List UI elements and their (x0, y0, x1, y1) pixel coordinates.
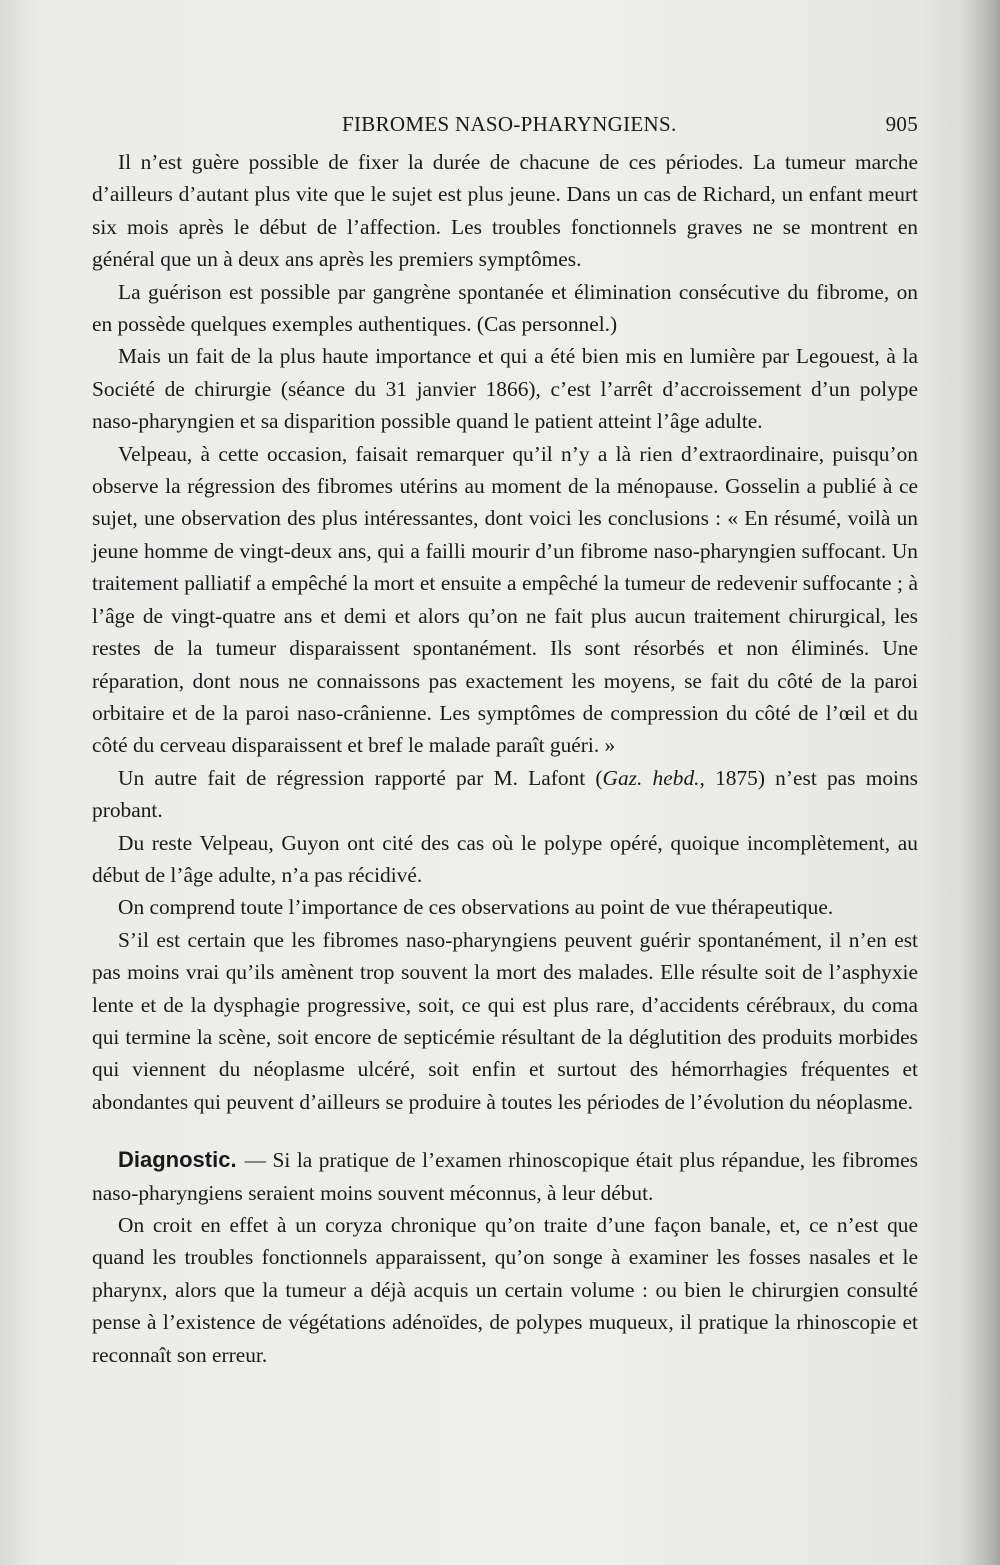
diagnostic-text: — Si la pratique de l’examen rhinoscopique était plus répandue, les fibromes naso-pharyngiens seraient moins souvent méconnus, à leur début. (92, 1148, 918, 1205)
paragraph-5-before: Un autre fait de régression rapporté par M. Lafont ( (118, 765, 603, 790)
running-head-title: FIBROMES NASO-PHARYNGIENS. (342, 112, 677, 136)
paragraph-5 (92, 762, 918, 827)
paragraph-6: Du reste Velpeau, Guyon ont cité des cas où le polype opéré, quoique incomplètement, au début de l’âge adulte, n’a pas récidivé. (92, 830, 918, 887)
section-heading-diagnostic: Diagnostic. (118, 1147, 237, 1173)
paragraph-7: On comprend toute l’importance de ces observations au point de vue thérapeutique. (118, 895, 834, 920)
running-head (92, 112, 918, 142)
paragraph-3: Mais un fait de la plus haute importance et qui a été bien mis en lumière par Legouest, à la Société de chirurgie (séance du 31 janvier 1866), c’est l’arrêt d’accroissement d’un polype naso-pharyngien et sa disparition possible quand le patient atteint l’âge adulte. (92, 344, 918, 434)
diagnostic-paragraph (92, 1144, 918, 1209)
paragraph-4: Velpeau, à cette occasion, faisait remarquer qu’il n’y a là rien d’extraordinaire, puisqu’on observe la régression des fibromes utérins au moment de la ménopause. Gosselin a publié à ce sujet, une observation des plus intéressantes, dont voici les conclusions : « En résumé, voilà un jeune homme de vingt-deux ans, qui a failli mourir d’un fibrome naso-pharyngien suffocant. Un traitement palliatif a empêché la mort et ensuite a empêché la tumeur de redevenir suffocante ; à l’âge de vingt-quatre ans et demi et alors qu’on ne fait plus aucun traitement chirurgical, les restes de la tumeur disparaissent spontanément. Ils sont résorbés et non éliminés. Une réparation, dont nous ne connaissons pas exactement les moyens, se fait du côté de la paroi orbitaire et de la paroi naso-crânienne. Les symptômes de compression du côté de l’œil et du côté du cerveau disparaissent et bref le malade paraît guéri. » (92, 441, 918, 758)
body-text (92, 146, 918, 1371)
paragraph-2: La guérison est possible par gangrène spontanée et élimination consécutive du fibrome, on en possède quelques exemples authentiques. (Cas personnel.) (92, 279, 918, 337)
paragraph-8: S’il est certain que les fibromes naso-pharyngiens peuvent guérir spontanément, il n’en est pas moins vrai qu’ils amènent trop souvent la mort des malades. Elle résulte soit de l’asphyxie lente et de la dysphagie progressive, soit, ce qui est plus rare, d’accidents cérébraux, du coma qui termine la scène, soit encore de septicémie résultant de la déglutition des produits morbides qui viennent du néoplasme ulcéré, soit enfin et surtout des hémorrhagies fréquentes et abondantes qui peuvent d’ailleurs se produire à toutes les périodes de l’évolution du néoplasme. (92, 927, 918, 1114)
page-edge-shadow (962, 0, 1000, 1565)
paragraph-1: Il n’est guère possible de fixer la durée de chacune de ces périodes. La tumeur marche d’ailleurs d’autant plus vite que le sujet est plus jeune. Dans un cas de Richard, un enfant meurt six mois après le début de l’affection. Les troubles fonctionnels graves ne se montrent en général que un à deux ans après les premiers symptômes. (92, 150, 918, 272)
paragraph-5-after: , 1875) n’est pas moins probant. (92, 765, 919, 823)
page-number: 905 (885, 112, 918, 136)
citation-gaz-hebd: Gaz. hebd. (602, 765, 700, 790)
diagnostic-paragraph-2: On croit en effet à un coryza chronique qu’on traite d’une façon banale, et, ce n’est que quand les troubles fonctionnels apparaissent, qu’on songe à examiner les fosses nasales et le pharynx, alors que la tumeur a déjà acquis un certain volume : ou bien le chirurgien consulté pense à l’existence de végétations adénoïdes, de polypes muqueux, il pratique la rhinoscopie et reconnaît son erreur. (92, 1213, 918, 1367)
